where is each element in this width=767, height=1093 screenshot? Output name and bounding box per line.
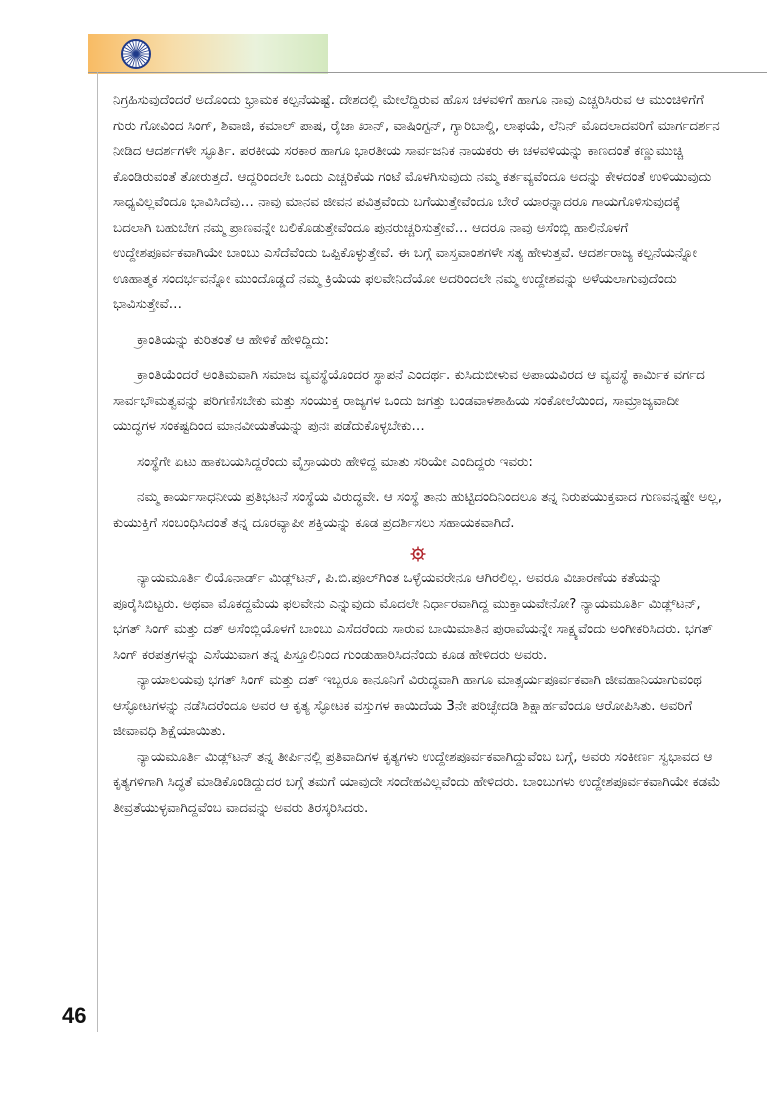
margin-rule [97,72,98,1032]
paragraph-intro-quote: ಕ್ರಾಂತಿಯನ್ನು ಕುರಿತಂತೆ ಆ ಹೇಳಿಕೆ ಹೇಳಿದ್ದಿದು: [137,332,329,348]
ashoka-chakra-icon [120,38,152,70]
paragraph-quote-institution: ನಮ್ಮ ಕಾರ್ಯಸಾಧನೀಯ ಪ್ರತಿಭಟನೆ ಸಂಸ್ಥೆಯ ವಿರುದ್ಧವೇ. ಆ ಸಂಸ್ಥೆ ತಾನು ಹುಟ್ಟಿದಂದಿನಿಂದಲೂ ತನ್ನ ನಿರುಪಯುಕ್ತವಾದ ಗುಣವನ್ನಷ್ಟೇ ಅಲ್ಲ, ಕುಯುಕ್ತಿಗೆ ಸಂಬಂಧಿಸಿದಂತೆ ತನ್ನ ದೂರವ್ಯಾಪೀ ಶಕ್ತಿಯನ್ನು ಕೂಡ ಪ್ರದರ್ಶಿಸಲು ಸಹಾಯಕವಾಗಿದೆ. [113,490,722,531]
paragraph-quote-revolution: ಕ್ರಾಂತಿಯೆಂದರೆ ಅಂತಿಮವಾಗಿ ಸಮಾಜ ವ್ಯವಸ್ಥೆಯೊಂದರ ಸ್ಥಾಪನೆ ಎಂದರ್ಥ. ಕುಸಿದುಬೀಳುವ ಅಪಾಯವಿರದ ಆ ವ್ಯವಸ್ಥೆ ಕಾರ್ಮಿಕ ವರ್ಗದ ಸಾರ್ವಭೌಮತ್ವವನ್ನು ಪರಿಗಣಿಸಬೇಕು ಮತ್ತು ಸಂಯುಕ್ತ ರಾಜ್ಯಗಳ ಒಂದು ಜಗತ್ತು ಬಂಡವಾಳಶಾಹಿಯ ಸಂಕೋಲೆಯಿಂದ, ಸಾಮ್ರಾಜ್ಯವಾದೀ ಯುದ್ಧಗಳ ಸಂಕಷ್ಟದಿಂದ ಮಾನವೀಯತೆಯನ್ನು ಪುನಃ ಪಡೆದುಕೊಳ್ಳಬೇಕು… [113,368,705,434]
paragraph-judgment: ನ್ಯಾಯಮೂರ್ತಿ ಮಿಡ್ಲ್‌ಟನ್ ತನ್ನ ತೀರ್ಪಿನಲ್ಲಿ ಪ್ರತಿವಾದಿಗಳ ಕೃತ್ಯಗಳು ಉದ್ದೇಶಪೂರ್ವಕವಾಗಿದ್ದುವೆಂಬ ಬಗ್ಗೆ, ಅವರು ಸಂಕೀರ್ಣ ಸ್ವಭಾವದ ಆ ಕೃತ್ಯಗಳಿಗಾಗಿ ಸಿದ್ಧತೆ ಮಾಡಿಕೊಂಡಿದ್ದುದರ ಬಗ್ಗೆ ತಮಗೆ ಯಾವುದೇ ಸಂದೇಹವಿಲ್ಲವೆಂದು ಹೇಳಿದರು. ಬಾಂಬುಗಳು ಉದ್ದೇಶಪೂರ್ವಕವಾಗಿಯೇ ಕಡಮೆ ತೀವ್ರತೆಯುಳ್ಳವಾಗಿದ್ದವೆಂಬ ವಾದವನ್ನು ಅವರು ತಿರಸ್ಕರಿಸಿದರು. [113,749,721,816]
paragraph-continued: ನಿಗ್ರಹಿಸುವುದೆಂದರೆ ಅದೊಂದು ಭ್ರಾಮಕ ಕಲ್ಪನೆಯಷ್ಟೆ. ದೇಶದಲ್ಲಿ ಮೇಲೆದ್ದಿರುವ ಹೊಸ ಚಳವಳಿಗೆ ಹಾಗೂ ನಾವು ಎಚ್ಚರಿಸಿರುವ ಆ ಮುಂಚಿಳಿಗೆಗೆ ಗುರು ಗೋವಿಂದ ಸಿಂಗ್, ಶಿವಾಜಿ, ಕಮಾಲ್ ಪಾಷ, ರೈಜಾ ಖಾನ್, ವಾಷಿಂಗ್ಟನ್, ಗ್ಯಾರಿಬಾಲ್ಡಿ, ಲಾಫಯೆ, ಲೆನಿನ್ ಮೊದಲಾದವರಿಗೆ ಮಾರ್ಗದರ್ಶನ ನೀಡಿದ ಆದರ್ಶಗಳೇ ಸ್ಫೂರ್ತಿ. ಪರಕೀಯ ಸರಕಾರ ಹಾಗೂ ಭಾರತೀಯ ಸಾರ್ವಜನಿಕ ನಾಯಕರು ಈ ಚಳವಳಿಯನ್ನು ಕಾಣದಂತೆ ಕಣ್ಣುಮುಚ್ಚಿ ಕೊಂಡಿರುವಂತೆ ತೋರುತ್ತದೆ. ಆದ್ದರಿಂದಲೇ ಒಂದು ಎಚ್ಚರಿಕೆಯ ಗಂಟೆ ಮೊಳಗಿಸುವುದು ನಮ್ಮ ಕರ್ತವ್ಯವೆಂದೂ ಅದನ್ನು ಕೇಳದಂತೆ ಉಳಿಯುವುದು ಸಾಧ್ಯವಿಲ್ಲವೆಂದೂ ಭಾವಿಸಿದೆವು… ನಾವು ಮಾನವ ಜೀವನ ಪವಿತ್ರವೆಂದು ಬಗೆಯುತ್ತೇವೆಂದೂ ಬೇರೆ ಯಾರನ್ನಾದರೂ ಗಾಯಗೊಳಿಸುವುದಕ್ಕೆ ಬದಲಾಗಿ ಬಹುಬೇಗ ನಮ್ಮ ಪ್ರಾಣವನ್ನೇ ಬಲಿಕೊಡುತ್ತೇವೆಂದೂ ಪುನರುಚ್ಚರಿಸುತ್ತೇವೆ… ಆದರೂ ನಾವು ಅಸೆಂಬ್ಲಿ ಹಾಲಿನೊಳಗೆ ಉದ್ದೇಶಪೂರ್ವಕವಾಗಿಯೇ ಬಾಂಬು ಎಸೆದೆವೆಂದು ಒಪ್ಪಿಕೊಳ್ಳುತ್ತೇವೆ. ಈ ಬಗ್ಗೆ ವಾಸ್ತವಾಂಶಗಳೇ ಸತ್ಯ ಹೇಳುತ್ತವೆ. ಆದರ್ಶರಾಜ್ಯ ಕಲ್ಪನೆಯನ್ನೋ ಊಹಾತ್ಮಕ ಸಂದರ್ಭವನ್ನೋ ಮುಂದೊಡ್ಡದೆ ನಮ್ಮ ಕ್ರಿಯೆಯ ಫಲವೇನಿದೆಯೋ ಅದರಿಂದಲೇ ನಮ್ಮ ಉದ್ದೇಶವನ್ನು ಅಳೆಯಲಾಗುವುದೆಂದು ಭಾವಿಸುತ್ತೇವೆ… [113,93,720,312]
ornament-icon [410,546,426,562]
paragraph-viceroy: ಸಂಸ್ಥೆಗೇ ಏಟು ಹಾಕಬಯಸಿದ್ದರೆಂದು ವೈಸ್ರಾಯರು ಹೇಳಿದ್ದ ಮಾತು ಸರಿಯೇ ಎಂದಿದ್ದರು ಇವರು: [137,454,533,470]
paragraph-judge-middleton: ನ್ಯಾಯಮೂರ್ತಿ ಲಿಯೊನಾರ್ಡ್ ಮಿಡ್ಲ್‌ಟನ್, ಪಿ.ಬಿ.ಪೂಲ್‌ಗಿಂತ ಒಳ್ಳೆಯವರೇನೂ ಆಗಿರಲಿಲ್ಲ. ಅವರೂ ವಿಚಾರಣೆಯ ಕತೆಯನ್ನು ಪೂರೈಸಿಬಿಟ್ಟರು. ಅಥವಾ ಮೊಕದ್ದಮೆಯ ಫಲವೇನು ಎನ್ನುವುದು ಮೊದಲೇ ನಿರ್ಧಾರವಾಗಿದ್ದ ಮುಕ್ತಾಯವೇನೋ? ನ್ಯಾಯಮೂರ್ತಿ ಮಿಡ್ಲ್‌ಟನ್, ಭಗತ್ ಸಿಂಗ್ ಮತ್ತು ದತ್ ಅಸೆಂಬ್ಲಿಯೊಳಗೆ ಬಾಂಬು ಎಸೆದರೆಂದು ಸಾರುವ ಬಾಯಿಮಾತಿನ ಪುರಾವೆಯನ್ನೇ ಸಾಕ್ಷ್ಯವೆಂದು ಅಂಗೀಕರಿಸಿದರು. ಭಗತ್ ಸಿಂಗ್ ಕರಪತ್ರಗಳನ್ನು ಎಸೆಯುವಾಗ ತನ್ನ ಪಿಸ್ತೂಲಿನಿಂದ ಗುಂಡುಹಾರಿಸಿದನೆಂದು ಕೂಡ ಹೇಳಿದರು ಅವರು. [113,571,713,663]
page-number: 46 [62,1003,87,1028]
header-rule [88,72,767,73]
page-body [113,88,723,821]
section-separator [113,542,723,564]
paragraph-court-verdict: ನ್ಯಾಯಾಲಯವು ಭಗತ್ ಸಿಂಗ್ ಮತ್ತು ದತ್ ಇಬ್ಬರೂ ಕಾನೂನಿಗೆ ವಿರುದ್ಧವಾಗಿ ಹಾಗೂ ಮಾತ್ಸರ್ಯಪೂರ್ವಕವಾಗಿ ಜೀವಹಾನಿಯಾಗುವಂಥ ಆಸ್ಫೋಟಗಳನ್ನು ನಡೆಸಿದರೆಂದೂ ಅವರ ಆ ಕೃತ್ಯ ಸ್ಫೋಟಕ ವಸ್ತುಗಳ ಕಾಯಿದೆಯ 3ನೇ ಪರಿಚ್ಛೇದಡಿ ಶಿಕ್ಷಾರ್ಹವೆಂದೂ ಆರೋಪಿಸಿತು. ಅವರಿಗೆ ಜೀವಾವಧಿ ಶಿಕ್ಷೆಯಾಯಿತು. [113,673,702,739]
